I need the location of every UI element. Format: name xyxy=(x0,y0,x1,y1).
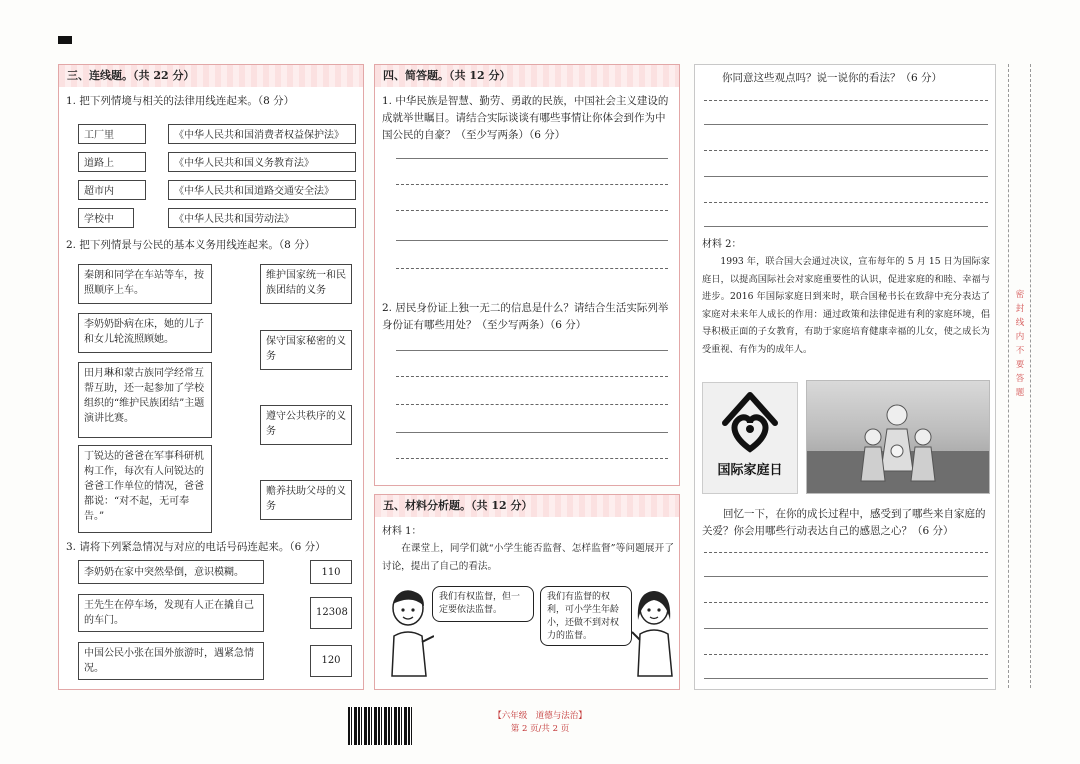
material-2-label: 材料 2： xyxy=(702,239,742,250)
answer-line xyxy=(396,158,668,159)
answer-line xyxy=(704,100,988,101)
scene-box-4: 丁锐达的爸爸在军事科研机构工作，每次有人问锐达的爸爸工作单位的情况，爸爸都说：“对不起，无可奉告。” xyxy=(78,445,212,533)
answer-line xyxy=(704,628,988,629)
scene-box-1: 秦朗和同学在车站等车，按照顺序上车。 xyxy=(78,264,212,304)
number-box-3: 120 xyxy=(310,645,352,677)
answer-line xyxy=(704,576,988,577)
section-4-title: 四、简答题。（共 12 分） xyxy=(375,65,679,87)
girl-illustration xyxy=(632,586,678,678)
speech-bubble-left: 我们有权监督，但一定要依法监督。 xyxy=(432,586,534,622)
boy-illustration xyxy=(384,586,434,678)
law-box-1: 《中华人民共和国消费者权益保护法》 xyxy=(168,124,356,144)
answer-line xyxy=(396,184,668,185)
footer-subject: 【六年级 道德与法治】 xyxy=(493,711,587,721)
section-3-title: 三、连线题。（共 22 分） xyxy=(59,65,363,87)
answer-line xyxy=(704,226,988,227)
duty-box-3: 遵守公共秩序的义务 xyxy=(260,405,352,445)
s3-question-3: 3. 请将下列紧急情况与对应的电话号码连起来。（6 分） xyxy=(66,541,326,553)
answer-line xyxy=(704,176,988,177)
answer-line xyxy=(704,602,988,603)
emergency-box-1: 李奶奶在家中突然晕倒，意识模糊。 xyxy=(78,560,264,584)
answer-line xyxy=(396,458,668,459)
answer-line xyxy=(704,552,988,553)
number-box-1: 110 xyxy=(310,560,352,584)
answer-line xyxy=(704,654,988,655)
gratitude-question: 回忆一下，在你的成长过程中，感受到了哪些来自家庭的关爱？你会用哪些行动表达自己的感恩之心？（6 分） xyxy=(702,508,986,537)
s3-question-2: 2. 把下列情景与公民的基本义务用线连起来。（8 分） xyxy=(66,239,316,251)
law-box-2: 《中华人民共和国义务教育法》 xyxy=(168,152,356,172)
material-2-text: 1993 年，联合国大会通过决议，宣布每年的 5 月 15 日为国际家庭日，以提高国际社会对家庭重要性的认识，促进家庭的和睦、幸福与进步。2016 年国际家庭日到来时，联合国秘书长在致辞中充分表达了家庭对未来年人成长的作用：通过政策和法律促进有利的家庭环境，倡导积极正面的子女教育，有助于家庭培育健康幸福的儿女，使之成长为受重视、有作为的成年人。 xyxy=(702,256,990,355)
family-house-heart-icon xyxy=(703,389,797,459)
scene-box-3: 田月琳和蒙古族同学经常互帮互助，还一起参加了学校组织的“维护民族团结”主题演讲比赛。 xyxy=(78,362,212,438)
place-box-3: 超市内 xyxy=(78,180,146,200)
duty-box-4: 赡养扶助父母的义务 xyxy=(260,480,352,520)
place-box-2: 道路上 xyxy=(78,152,146,172)
answer-line xyxy=(396,350,668,351)
place-box-1: 工厂里 xyxy=(78,124,146,144)
s3-question-1: 1. 把下列情境与相关的法律用线连起来。（8 分） xyxy=(66,95,295,107)
law-box-3: 《中华人民共和国道路交通安全法》 xyxy=(168,180,356,200)
answer-line xyxy=(396,432,668,433)
answer-line xyxy=(704,678,988,679)
emergency-box-2: 王先生在停车场，发现有人正在撬自己的车门。 xyxy=(78,594,264,632)
right-column-panel xyxy=(694,64,996,690)
place-box-4: 学校中 xyxy=(78,208,134,228)
answer-line xyxy=(396,268,668,269)
law-box-4: 《中华人民共和国劳动法》 xyxy=(168,208,356,228)
answer-line xyxy=(704,124,988,125)
material-1-text: 在课堂上，同学们就“小学生能否监督、怎样监督”等问题展开了讨论，提出了自己的看法。 xyxy=(382,543,674,572)
answer-line xyxy=(704,202,988,203)
speech-bubble-right: 我们有监督的权利，可小学生年龄小，还做不到对权力的监督。 xyxy=(540,586,632,646)
answer-line xyxy=(396,240,668,241)
answer-line xyxy=(396,210,668,211)
answer-line xyxy=(396,404,668,405)
corner-mark xyxy=(58,36,72,44)
binding-line xyxy=(1030,64,1031,688)
number-box-2: 12308 xyxy=(310,597,352,629)
answer-line xyxy=(704,150,988,151)
opinion-question: 你同意这些观点吗？说一说你的看法？（6 分） xyxy=(722,72,943,84)
duty-box-1: 维护国家统一和民族团结的义务 xyxy=(260,264,352,304)
family-photo xyxy=(806,380,990,494)
sealing-line-notice: 密 封 线 内 不 要 答 题 xyxy=(1015,290,1025,398)
material-1-label: 材料 1： xyxy=(382,526,422,537)
s4-question-1: 1. 中华民族是智慧、勤劳、勇敢的民族，中国社会主义建设的成就举世瞩目。请结合实际谈谈有哪些事情让你体会到作为中国公民的自豪？（至少写两条）（6 分） xyxy=(382,95,669,141)
answer-line xyxy=(396,376,668,377)
s4-question-2: 2. 居民身份证上独一无二的信息是什么？请结合生活实际列举身份证有哪些用处？（至少写两条）（6 分） xyxy=(382,302,669,331)
family-people-image xyxy=(807,381,989,493)
emergency-box-3: 中国公民小张在国外旅游时，遇紧急情况。 xyxy=(78,642,264,680)
scene-box-2: 李奶奶卧病在床，她的儿子和女儿轮流照顾她。 xyxy=(78,313,212,353)
section-5-title: 五、材料分析题。（共 12 分） xyxy=(375,495,679,517)
footer-page-number: 第 2 页/共 2 页 xyxy=(510,724,570,734)
barcode xyxy=(348,707,412,745)
duty-box-2: 保守国家秘密的义务 xyxy=(260,330,352,370)
page-footer xyxy=(470,710,610,736)
binding-line xyxy=(1008,64,1009,688)
logo-caption: 国际家庭日 xyxy=(717,463,783,478)
international-family-day-logo xyxy=(702,382,798,494)
